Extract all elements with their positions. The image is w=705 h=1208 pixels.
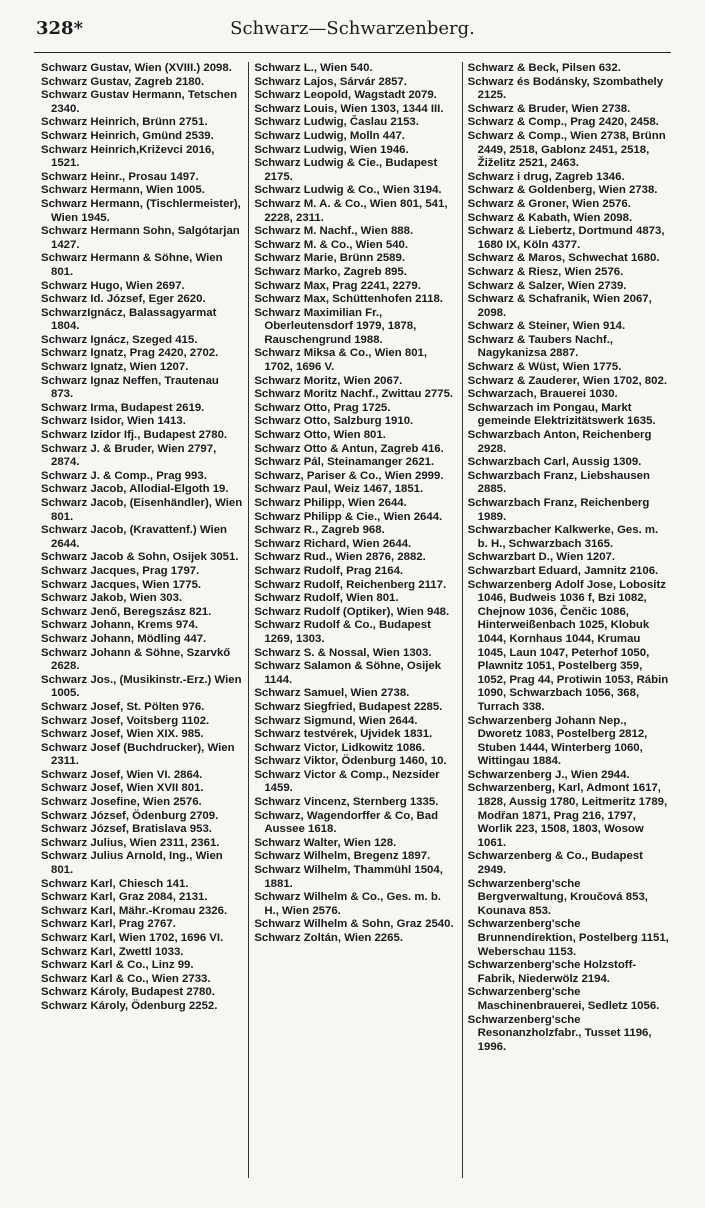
directory-entry: Schwarz Pál, Steinamanger 2621. (254, 456, 435, 469)
directory-entry: Schwarz Heinrich, Brünn 2751. (41, 116, 208, 129)
directory-entry: Schwarz Ludwig, Časlau 2153. (254, 116, 419, 129)
directory-entry: Schwarz Wilhelm, Bregenz 1897. (254, 850, 431, 863)
directory-entry: Schwarzach, Brauerei 1030. (467, 388, 618, 401)
directory-entry: Schwarz & Wüst, Wien 1775. (467, 361, 622, 374)
directory-entry: Schwarz Josef, Wien VI. 2864. (41, 768, 203, 781)
directory-entry: Schwarz József, Bratislava 953. (41, 823, 212, 836)
directory-entry: Schwarz Heinrich,Križevci 2016, 1521. (41, 143, 215, 170)
directory-entry: Schwarz Jacob, (Eisenhändler), Wien 801. (41, 497, 243, 523)
directory-entry: Schwarz Károly, Budapest 2780. (41, 986, 215, 999)
directory-entry: Schwarz Hermann Sohn, Salgótarjan 1427. (41, 225, 240, 251)
directory-entry: Schwarz & Kabath, Wien 2098. (467, 211, 633, 224)
directory-entry: Schwarz Karl, Zwettl 1033. (41, 945, 184, 958)
directory-entry: Schwarz Jacob & Sohn, Osijek 3051. (41, 551, 239, 564)
directory-entry: Schwarz & Taubers Nachf., Nagykanizsa 2887. (467, 333, 614, 360)
directory-entry: Schwarzenberg & Co., Budapest 2949. (467, 850, 643, 877)
directory-entry: Schwarz Josef, St. Pölten 976. (41, 700, 205, 713)
directory-entry: Schwarz & Comp., Prag 2420, 2458. (467, 116, 659, 129)
directory-entry: Schwarz Karl, Wien 1702, 1696 VI. (41, 932, 224, 944)
directory-entry: Schwarz Lajos, Sárvár 2857. (254, 75, 407, 88)
directory-entry: Schwarz & Salzer, Wien 2739. (467, 279, 627, 292)
directory-entry: Schwarz Moritz Nachf., Zwittau 2775. (254, 388, 454, 401)
directory-entry: Schwarz & Zauderer, Wien 1702, 802. (467, 374, 667, 387)
directory-entry: Schwarz Rud., Wien 2876, 2882. (254, 551, 426, 564)
directory-entry: Schwarz Jos., (Musikinstr.-Erz.) Wien 1005. (41, 673, 242, 700)
directory-entry: Schwarz Jacques, Wien 1775. (41, 578, 202, 591)
directory-entry: Schwarz és Bodánsky, Szombathely 2125. (467, 75, 664, 102)
directory-entry: Schwarzenberg'sche Bergverwaltung, Kroučová 853, Kounava 853. (467, 877, 648, 917)
directory-entry: Schwarzenberg'sche Resonanzholzfabr., Tusset 1196, 1996. (467, 1013, 652, 1053)
directory-entry: Schwarz M. Nachf., Wien 888. (254, 225, 414, 238)
directory-entry: Schwarz i drug, Zagreb 1346. (467, 170, 625, 183)
directory-entry: Schwarz Leopold, Wagstadt 2079. (254, 89, 437, 102)
directory-entry: Schwarz Otto, Prag 1725. (254, 401, 391, 414)
directory-entry: Schwarz József, Ödenburg 2709. (41, 809, 219, 822)
directory-entry: Schwarz Ignácz, Szeged 415. (41, 333, 198, 346)
directory-entry: Schwarz Viktor, Ödenburg 1460, 10. (254, 755, 447, 768)
directory-entry: Schwarz Johann, Mödling 447. (41, 632, 207, 645)
directory-entry: Schwarzbach Anton, Reichenberg 2928. (467, 429, 652, 455)
directory-entry: Schwarz Josef, Wien XVII 801. (41, 782, 204, 795)
directory-entry: Schwarz Gustav, Zagreb 2180. (41, 75, 205, 88)
directory-entry: Schwarzach im Pongau, Markt gemeinde Elektrizitätswerk 1635. (467, 401, 656, 428)
directory-entry: Schwarz Wilhelm & Co., Ges. m. b. H., Wien 2576. (254, 891, 441, 917)
directory-entry: Schwarz Karl, Chiesch 141. (41, 877, 189, 890)
directory-entry: Schwarz J. & Comp., Prag 993. (41, 469, 207, 482)
directory-entry: Schwarzbach Franz, Liebshausen 2885. (467, 469, 650, 496)
directory-entry: Schwarz Irma, Budapest 2619. (41, 401, 205, 414)
directory-entry: Schwarz Ignaz Neffen, Trautenau 873. (41, 374, 219, 401)
directory-entry: Schwarz Karl, Mähr.-Kromau 2326. (41, 904, 228, 917)
directory-entry: Schwarzenberg'sche Brunnendirektion, Postelberg 1151, Weberschau 1153. (467, 918, 669, 958)
directory-entry: Schwarz Johann, Krems 974. (41, 619, 198, 632)
directory-entry: Schwarzenberg J., Wien 2944. (467, 768, 630, 781)
directory-entry: Schwarz & Bruder, Wien 2738. (467, 102, 631, 115)
directory-entry: Schwarz Philipp & Cie., Wien 2644. (254, 510, 443, 523)
directory-entry: Schwarz Max, Prag 2241, 2279. (254, 279, 421, 292)
directory-entry: Schwarzbart D., Wien 1207. (467, 551, 616, 564)
directory-entry: Schwarz Sigmund, Wien 2644. (254, 714, 418, 727)
directory-entry: Schwarz Gustav, Wien (XVIII.) 2098. (41, 62, 232, 74)
directory-entry: Schwarz Jakob, Wien 303. (41, 592, 183, 605)
directory-entry: Schwarzbacher Kalkwerke, Ges. m. b. H., Schwarzbach 3165. (467, 524, 659, 550)
directory-entry: Schwarz, Wagendorffer & Co, Bad Aussee 1618. (254, 809, 439, 836)
directory-entry: Schwarz Hermann & Söhne, Wien 801. (41, 252, 223, 278)
directory-entry: Schwarz Samuel, Wien 2738. (254, 687, 410, 700)
directory-entry: Schwarzbart Eduard, Jamnitz 2106. (467, 564, 659, 577)
directory-entry: Schwarz Ludwig, Molln 447. (254, 129, 405, 142)
directory-entry: Schwarz & Liebertz, Dortmund 4873, 1680 IX, Köln 4377. (467, 225, 665, 251)
directory-entry: Schwarz Victor, Lidkowitz 1086. (254, 741, 426, 754)
directory-entry: Schwarz Id. József, Eger 2620. (41, 293, 206, 306)
directory-entry: Schwarz Otto, Wien 801. (254, 429, 386, 442)
directory-entry: Schwarz & Steiner, Wien 914. (467, 320, 626, 333)
directory-entry: Schwarz Jacob, Allodial-Elgoth 19. (41, 483, 229, 496)
directory-entry: Schwarz Richard, Wien 2644. (254, 537, 412, 550)
directory-entry: Schwarzenberg'sche Maschinenbrauerei, Sedletz 1056. (467, 986, 660, 1012)
directory-entry: Schwarzenberg'sche Holzstoff-Fabrik, Niederwölz 2194. (467, 959, 637, 985)
directory-entry: Schwarz Otto & Antun, Zagreb 416. (254, 442, 444, 455)
directory-entry: Schwarz Jenő, Beregszász 821. (41, 605, 212, 618)
directory-entry: Schwarz Hugo, Wien 2697. (41, 279, 185, 292)
directory-entry: Schwarz Rudolf & Co., Budapest 1269, 1303. (254, 619, 431, 645)
directory-entry: Schwarz Jacob, (Kravattenf.) Wien 2644. (41, 524, 227, 550)
directory-entry: Schwarz & Maros, Schwechat 1680. (467, 252, 660, 265)
directory-entry: Schwarz Moritz, Wien 2067. (254, 374, 403, 387)
directory-entry: Schwarz Victor & Comp., Nezsider 1459. (254, 768, 440, 795)
directory-entry: Schwarzenberg Johann Nep., Dworetz 1083, Postelberg 2812, Stuben 1444, Winterberg 1060, Wittingau 1884. (467, 714, 648, 768)
directory-entry: Schwarz Otto, Salzburg 1910. (254, 415, 414, 428)
directory-entry: Schwarz Ignatz, Prag 2420, 2702. (41, 347, 219, 360)
directory-entry: Schwarz Ignatz, Wien 1207. (41, 361, 189, 374)
column-1 (36, 62, 248, 1178)
directory-entry: Schwarz Julius, Wien 2311, 2361. (41, 836, 220, 849)
directory-entry: Schwarz M. & Co., Wien 540. (254, 238, 409, 251)
directory-entry: Schwarz Paul, Weiz 1467, 1851. (254, 483, 424, 496)
directory-entry: Schwarz Hermann, Wien 1005. (41, 184, 205, 197)
directory-entry: Schwarzbach Carl, Aussig 1309. (467, 456, 642, 469)
directory-entry: Schwarz Johann & Söhne, Szarvkő 2628. (41, 646, 231, 673)
directory-entry: Schwarz Walter, Wien 128. (254, 836, 397, 849)
directory-entry: Schwarz Marie, Brünn 2589. (254, 252, 405, 265)
directory-entry: Schwarz Josef, Voitsberg 1102. (41, 714, 210, 727)
directory-entry: Schwarz Wilhelm, Thammühl 1504, 1881. (254, 864, 443, 890)
directory-entry: Schwarz Vincenz, Sternberg 1335. (254, 796, 439, 809)
directory-entry: Schwarz Miksa & Co., Wien 801, 1702, 1696 V. (254, 347, 428, 374)
directory-entry: Schwarz Rudolf (Optiker), Wien 948. (254, 605, 450, 618)
directory-entry: Schwarz Zoltán, Wien 2265. (254, 932, 403, 944)
directory-entry: Schwarz Karl & Co., Linz 99. (41, 959, 194, 972)
directory-entry: Schwarz Josef, Wien XIX. 985. (41, 728, 204, 741)
directory-entry: Schwarz Josefine, Wien 2576. (41, 796, 202, 809)
directory-entry: Schwarz Maximilian Fr., Oberleutensdorf 1979, 1878, Rauschengrund 1988. (254, 306, 417, 346)
directory-entry: Schwarz Karl, Prag 2767. (41, 918, 176, 931)
directory-entry: Schwarz & Goldenberg, Wien 2738. (467, 184, 658, 197)
directory-entry: Schwarz Philipp, Wien 2644. (254, 497, 407, 509)
directory-entry: Schwarz M. A. & Co., Wien 801, 541, 2228, 2311. (254, 197, 448, 224)
directory-entry: Schwarz Ludwig, Wien 1946. (254, 143, 409, 156)
directory-entry: Schwarz Rudolf, Reichenberg 2117. (254, 578, 447, 591)
directory-entry: Schwarz testvérek, Ujvidek 1831. (254, 728, 433, 741)
directory-entry: Schwarz Max, Schüttenhofen 2118. (254, 293, 443, 306)
directory-entry: Schwarzenberg Adolf Jose, Lobositz 1046, Budweis 1036 f, Bzi 1082, Chejnow 1036, Čenčic 1086, Hinterweißenbach 1025, Klobuk 1044, Kornhaus 1044, Krumau 1045, Laun 1047, Peterhof 1050, Plawnitz 1051, Postelberg 359, 1052, Prag 44, Protiwin 1053, Rábin 1090, Schwarzbach 1056, 368, Turrach 338. (467, 578, 669, 713)
directory-entry: Schwarzenberg, Karl, Admont 1617, 1828, Aussig 1780, Leitmeritz 1789, Modřan 1871, Prag 216, 1797, Worlik 223, 1508, 1803, Wosow 1061. (467, 782, 668, 849)
directory-entry: Schwarz Hermann, (Tischlermeister), Wien 1945. (41, 197, 241, 224)
column-2 (248, 62, 461, 1178)
directory-entry: Schwarz S. & Nossal, Wien 1303. (254, 646, 432, 659)
directory-entry: Schwarz Jacques, Prag 1797. (41, 564, 200, 577)
directory-entry: Schwarz L., Wien 540. (254, 62, 373, 74)
directory-entry: Schwarz & Riesz, Wien 2576. (467, 265, 624, 278)
directory-columns (36, 62, 675, 1178)
directory-entry: Schwarz & Groner, Wien 2576. (467, 197, 631, 210)
directory-entry: SchwarzIgnácz, Balassagyarmat 1804. (41, 306, 217, 333)
directory-entry: Schwarz Rudolf, Wien 801. (254, 592, 399, 605)
directory-entry: Schwarz Isidor, Wien 1413. (41, 415, 186, 428)
directory-entry: Schwarz Marko, Zagreb 895. (254, 265, 407, 278)
directory-entry: Schwarz Karl, Graz 2084, 2131. (41, 891, 208, 904)
directory-entry: Schwarz & Comp., Wien 2738, Brünn 2449, 2518, Gablonz 2451, 2518, Žiželitz 2521, 2463. (467, 129, 666, 170)
header-rule (34, 52, 671, 53)
page-number: 328* (36, 18, 83, 39)
directory-entry: Schwarz & Schafranik, Wien 2067, 2098. (467, 293, 652, 319)
directory-entry: Schwarz R., Zagreb 968. (254, 524, 385, 537)
page-header (36, 18, 669, 48)
column-3 (462, 62, 675, 1178)
directory-entry: Schwarz Rudolf, Prag 2164. (254, 564, 404, 577)
directory-entry: Schwarz Josef (Buchdrucker), Wien 2311. (41, 741, 235, 768)
directory-entry: Schwarz Ludwig & Co., Wien 3194. (254, 184, 442, 197)
directory-entry: Schwarz & Beck, Pilsen 632. (467, 62, 621, 74)
directory-entry: Schwarz Wilhelm & Sohn, Graz 2540. (254, 918, 454, 931)
directory-entry: Schwarz J. & Bruder, Wien 2797, 2874. (41, 442, 217, 469)
directory-entry: Schwarz Ludwig & Cie., Budapest 2175. (254, 157, 438, 183)
directory-entry: Schwarz Károly, Ödenburg 2252. (41, 999, 218, 1012)
directory-entry: Schwarz Izidor Ifj., Budapest 2780. (41, 429, 228, 442)
directory-entry: Schwarz Heinrich, Gmünd 2539. (41, 129, 214, 142)
directory-entry: Schwarz Salamon & Söhne, Osijek 1144. (254, 660, 442, 686)
directory-entry: Schwarz Siegfried, Budapest 2285. (254, 700, 443, 713)
directory-entry: Schwarzbach Franz, Reichenberg 1989. (467, 497, 650, 523)
directory-entry: Schwarz Gustav Hermann, Tetschen 2340. (41, 89, 238, 115)
directory-entry: Schwarz Louis, Wien 1303, 1344 III. (254, 102, 444, 115)
directory-entry: Schwarz Julius Arnold, Ing., Wien 801. (41, 850, 223, 877)
directory-entry: Schwarz, Pariser & Co., Wien 2999. (254, 469, 444, 482)
directory-entry: Schwarz Karl & Co., Wien 2733. (41, 972, 211, 985)
running-head-title: Schwarz—Schwarzenberg. (230, 18, 475, 39)
directory-entry: Schwarz Heinr., Prosau 1497. (41, 170, 199, 183)
